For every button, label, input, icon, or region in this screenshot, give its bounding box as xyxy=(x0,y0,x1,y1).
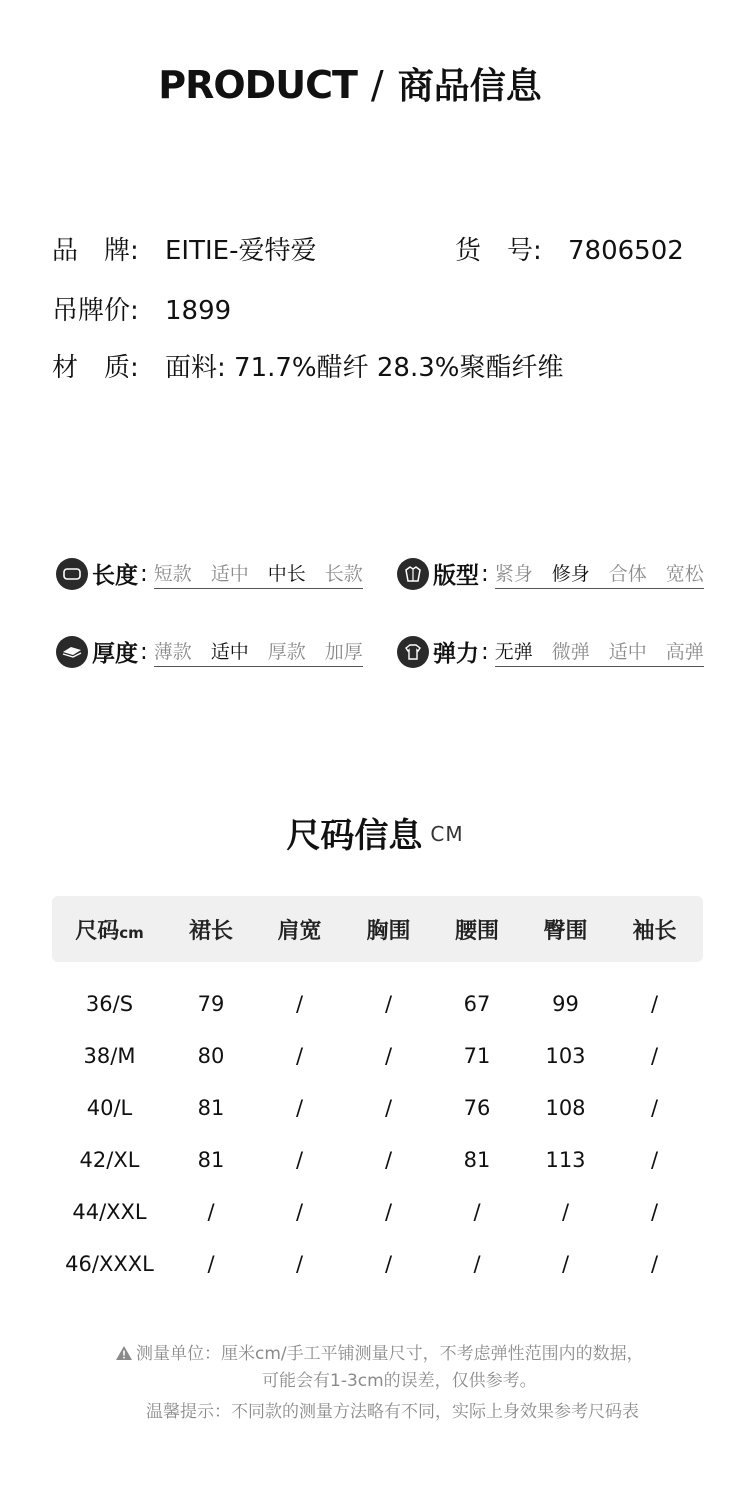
material-value: 面料: 71.7%醋纤 28.3%聚酯纤维 xyxy=(165,353,564,383)
attribute-options xyxy=(495,559,704,589)
option-thick: 厚款 xyxy=(267,640,306,663)
option-long: 长款 xyxy=(324,562,363,585)
attribute-name: 弹力 xyxy=(433,641,479,667)
table-row: 38/M 80 / / 71 103 / xyxy=(83,1044,659,1068)
option-thin: 薄款 xyxy=(153,640,192,663)
title-en: PRODUCT xyxy=(158,63,357,107)
attribute-thickness: 厚度 : 薄款 适中 厚款 加厚 xyxy=(56,635,363,668)
option-medium-stretch: 适中 xyxy=(608,640,647,663)
dress-length-icon xyxy=(56,558,88,590)
attribute-length: 长度 : 短款 适中 中长 长款 xyxy=(56,557,363,590)
warning-icon xyxy=(115,1345,133,1361)
option-loose: 宽松 xyxy=(665,562,704,585)
measurement-note: 测量单位：厘米cm/手工平铺测量尺寸，不考虑弹性范围内的数据， xyxy=(115,1339,644,1364)
table-row: 36/S 79 / / 67 99 / xyxy=(85,992,659,1016)
attribute-name: 长度 xyxy=(92,563,138,589)
size-title-text: 尺码信息 xyxy=(286,816,423,856)
attribute-options xyxy=(154,637,363,667)
title-separator: / xyxy=(370,63,384,107)
item-number-row xyxy=(455,230,684,267)
price-row xyxy=(52,290,231,327)
option-regular: 合体 xyxy=(608,562,647,585)
option-tight: 紧身 xyxy=(494,562,533,585)
elastic-icon xyxy=(397,636,429,668)
header-sleeve: 袖长 xyxy=(632,918,677,944)
header-waist: 腰围 xyxy=(454,918,499,944)
material-label: 材 质: xyxy=(52,353,139,383)
size-title-unit: CM xyxy=(430,822,464,846)
price-label: 吊牌价: xyxy=(52,296,139,326)
option-no-stretch: 无弹 xyxy=(494,640,533,663)
option-slight-stretch: 微弹 xyxy=(551,640,590,663)
header-dress-length: 裙长 xyxy=(188,918,233,944)
header-size: 尺码cm xyxy=(75,918,144,944)
item-number-label: 货 号: xyxy=(455,236,542,266)
silhouette-icon xyxy=(397,558,429,590)
item-number-value: 7806502 xyxy=(568,236,684,266)
option-short: 短款 xyxy=(153,562,192,585)
tips-note: 温馨提示：不同款的测量方法略有不同，实际上身效果参考尺码表 xyxy=(146,1402,639,1422)
option-medium: 适中 xyxy=(210,562,249,585)
attribute-options xyxy=(154,559,363,589)
option-medium: 适中 xyxy=(210,640,249,663)
option-slim: 修身 xyxy=(551,562,590,585)
attribute-options xyxy=(495,637,704,667)
brand-value: EITIE-爱特爱 xyxy=(165,236,317,266)
thickness-icon xyxy=(56,636,88,668)
brand-label: 品 牌: xyxy=(52,236,139,266)
table-row: 42/XL 81 / / 81 113 / xyxy=(79,1148,659,1172)
table-row: 44/XXL / / / / / / xyxy=(72,1200,659,1224)
option-mid-long: 中长 xyxy=(267,562,306,585)
price-value: 1899 xyxy=(165,296,232,326)
table-row: 46/XXXL / / / / / / xyxy=(65,1252,659,1276)
attribute-name: 版型 xyxy=(433,563,479,589)
header-bust: 胸围 xyxy=(366,918,411,944)
option-extra-thick: 加厚 xyxy=(324,640,363,663)
brand-row xyxy=(52,230,316,267)
header-shoulder: 肩宽 xyxy=(277,918,322,944)
table-row: 40/L 81 / / 76 108 / xyxy=(86,1096,659,1120)
attribute-name: 厚度 xyxy=(92,641,138,667)
size-section-title xyxy=(0,808,750,857)
material-row xyxy=(52,347,563,384)
title-cn: 商品信息 xyxy=(397,66,542,107)
option-high-stretch: 高弹 xyxy=(665,640,704,663)
header-hip: 臀围 xyxy=(543,918,588,944)
size-table-header xyxy=(52,896,703,962)
measurement-note-line2: 可能会有1-3cm的误差，仅供参考。 xyxy=(262,1371,537,1391)
attribute-fit: 版型 : 紧身 修身 合体 宽松 xyxy=(397,557,704,590)
attribute-elasticity: 弹力 : 无弹 微弹 适中 高弹 xyxy=(397,635,704,668)
page-header xyxy=(0,58,700,109)
